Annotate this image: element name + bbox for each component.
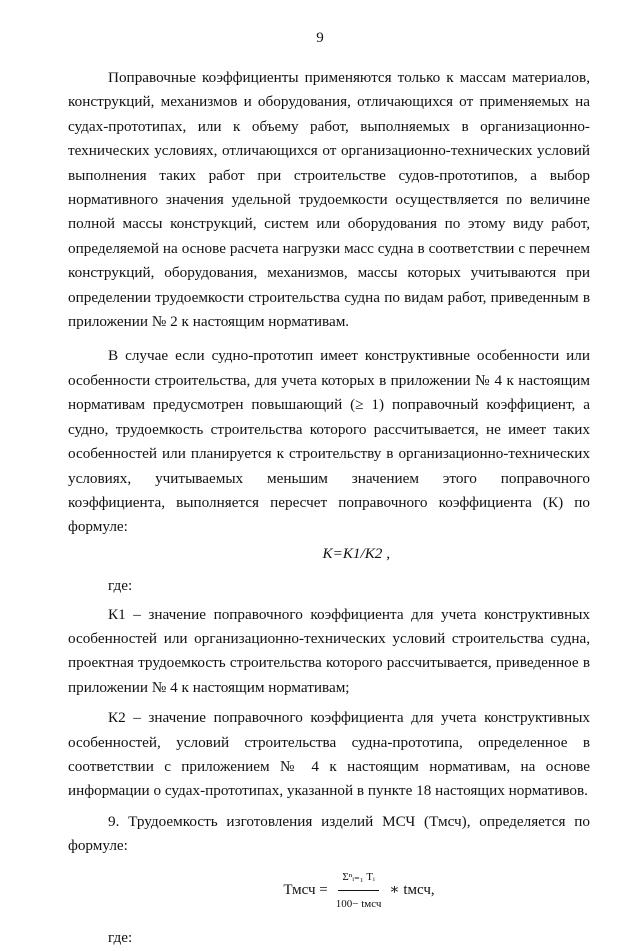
document-body bbox=[68, 66, 590, 951]
formula-lhs: Тмсч = bbox=[283, 882, 328, 899]
paragraph-correction-coefficients: Поправочные коэффициенты применяются только к массам материалов, конструкций, механизмов и оборудования, отличающихся от применяемых на судах-прототипах, или к объему работ, выполняемых в организационно-технических условиях, отличающихся от организационно-технических условий выполнения таких работ при строительстве судов-прототипов, а выбор нормативного значения удельной трудоемкости осуществляется по величине полной массы конструкций, систем или оборудования по этому виду работ, определяемой на основе расчета нагрузки масс судна в соответствии с перечнем конструкций, оборудования, механизмов, массы которых учитываются при определении трудоемкости строительства судна по видам работ, приведенным в приложении № 2 к настоящим нормативам. bbox=[68, 69, 590, 331]
definition-k2: К2 – значение поправочного коэффициента для учета конструктивных особенностей, условий строительства судна-прототипа, определенное в соответствии с приложением № 4 к настоящим нормативам, на основе информации о судах-прототипах, указанной в пункте 18 настоящих нормативов. bbox=[68, 709, 590, 800]
formula-numerator: Σⁿᵢ₌₁ Tᵢ bbox=[338, 865, 378, 891]
where-label-1: где: bbox=[108, 577, 133, 595]
formula-rhs: ∗ tмсч, bbox=[389, 882, 435, 899]
paragraph-prototype-case: В случае если судно-прототип имеет конструктивные особенности или особенности строительства, для учета которых в приложении № 4 к настоящим нормативам предусмотрен повышающий (≥ 1) поправочный коэффициент, а судно, трудоемкость строительства которого рассчитывается, не имеет таких особенностей или планируется к строительству в организационно-технических условиях, учитываемых меньшим значением этого поправочного коэффициента, выполняется пересчет поправочного коэффициента (К) по формуле: bbox=[68, 347, 590, 536]
formula-fraction bbox=[332, 865, 386, 917]
formula-denominator: 100− tмсч bbox=[335, 898, 382, 910]
where-label-2: где: bbox=[108, 929, 133, 947]
formula-tmsch bbox=[128, 865, 590, 917]
item-9-text: 9. Трудоемкость изготовления изделий МСЧ (Тмсч), определяется по формуле: bbox=[68, 812, 590, 855]
formula-k: К=К1/К2 , bbox=[322, 544, 390, 562]
page-number: 9 bbox=[316, 30, 324, 46]
definition-k1: К1 – значение поправочного коэффициента для учета конструктивных особенностей или организационно-технических условий строительства судна, проектная трудоемкость строительства которого рассчитывается, приведенное в приложении № 4 к настоящим нормативам; bbox=[68, 605, 590, 696]
